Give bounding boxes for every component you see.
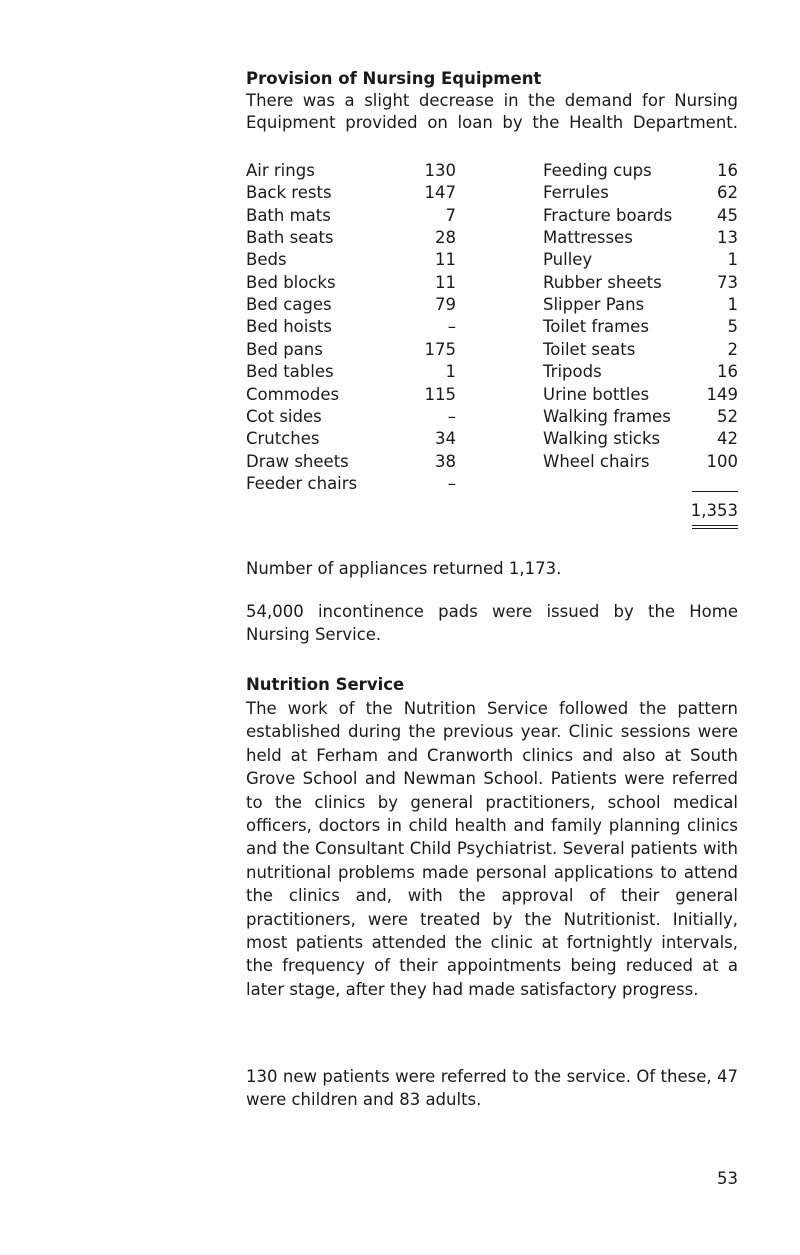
item-count: 147 bbox=[424, 183, 456, 203]
item-count: – bbox=[447, 406, 456, 426]
table-row bbox=[0, 272, 800, 294]
item-name: Ferrules bbox=[543, 183, 609, 203]
item-name: Toilet seats bbox=[543, 339, 636, 359]
item-count: – bbox=[447, 317, 456, 337]
item-count: 2 bbox=[727, 339, 738, 359]
table-row bbox=[0, 451, 800, 473]
item-name: Fracture boards bbox=[543, 205, 673, 225]
appliances-returned: Number of appliances returned 1,173. bbox=[246, 559, 562, 578]
item-count: 45 bbox=[717, 205, 738, 225]
item-count: 11 bbox=[435, 272, 456, 292]
page-number: 53 bbox=[717, 1169, 738, 1188]
item-name: Bed blocks bbox=[246, 272, 336, 292]
table-row bbox=[0, 182, 800, 204]
item-name: Toilet frames bbox=[543, 317, 649, 337]
item-count: 5 bbox=[727, 317, 738, 337]
table-row bbox=[0, 294, 800, 316]
nutrition-paragraph: The work of the Nutrition Service followed the pattern established during the previous year. Clinic sessions were held at Ferham and Cranworth clinics and also at South Grove School and Newman School. Patients were referred to the clinics by general practitioners, school medical officers, doctors in child health and family planning clinics and the Consultant Child Psychiatrist. Several patients with nutritional problems made personal applications to attend the clinics and, with the approval of their general practitioners, were treated by the Nutritionist. Initially, most patients attended the clinic at fortnightly intervals, the frequency of their appointments being reduced at a later stage, after they had made satisfactory progress. bbox=[246, 699, 738, 999]
total-rule bbox=[692, 491, 738, 492]
item-name: Wheel chairs bbox=[543, 451, 650, 471]
item-count: 62 bbox=[717, 183, 738, 203]
item-count: 16 bbox=[717, 362, 738, 382]
item-name: Back rests bbox=[246, 183, 332, 203]
item-count: 100 bbox=[706, 451, 738, 471]
item-name: Tripods bbox=[543, 362, 602, 382]
item-name: Commodes bbox=[246, 384, 340, 404]
item-count: 34 bbox=[435, 429, 456, 449]
item-count: 130 bbox=[424, 161, 456, 180]
item-name: Urine bottles bbox=[543, 384, 650, 404]
item-name: Pulley bbox=[543, 250, 593, 270]
equipment-heading: Provision of Nursing Equipment bbox=[246, 69, 542, 88]
item-name: Draw sheets bbox=[246, 451, 349, 471]
equipment-intro-line-1: There was a slight decrease in the demand for Nursing bbox=[246, 91, 738, 110]
item-name: Air rings bbox=[246, 161, 315, 180]
table-row bbox=[0, 249, 800, 271]
item-name: Bed hoists bbox=[246, 317, 332, 337]
incontinence-pads-paragraph: 54,000 incontinence pads were issued by the Home Nursing Service. bbox=[246, 602, 738, 645]
equipment-total: 1,353 bbox=[690, 501, 738, 520]
item-name: Bath seats bbox=[246, 228, 334, 248]
table-row bbox=[0, 205, 800, 227]
item-name: Feeding cups bbox=[543, 161, 652, 180]
item-count: 79 bbox=[435, 295, 456, 315]
item-name: Rubber sheets bbox=[543, 272, 662, 292]
item-name: Walking frames bbox=[543, 406, 671, 426]
item-count: 52 bbox=[717, 406, 738, 426]
item-count: 16 bbox=[717, 161, 738, 180]
equipment-intro-line-2: Equipment provided on loan by the Health Department. bbox=[246, 113, 738, 132]
item-count: 42 bbox=[717, 429, 738, 449]
item-name: Mattresses bbox=[543, 228, 633, 248]
item-count: 115 bbox=[424, 384, 456, 404]
item-count: 1 bbox=[727, 250, 738, 270]
item-name: Bed tables bbox=[246, 362, 334, 382]
item-count: 28 bbox=[435, 228, 456, 248]
equipment-intro bbox=[246, 90, 738, 134]
item-name: Feeder chairs bbox=[246, 473, 358, 493]
item-count: 7 bbox=[445, 205, 456, 225]
table-row bbox=[0, 406, 800, 428]
item-name: Walking sticks bbox=[543, 429, 661, 449]
new-patients-paragraph: 130 new patients were referred to the service. Of these, 47 were children and 83 adults. bbox=[246, 1067, 738, 1110]
item-count: – bbox=[447, 473, 456, 493]
table-row bbox=[0, 160, 800, 182]
item-count: 38 bbox=[435, 451, 456, 471]
item-count: 11 bbox=[435, 250, 456, 270]
item-name: Bed cages bbox=[246, 295, 332, 315]
item-count: 73 bbox=[717, 272, 738, 292]
total-double-rule bbox=[692, 525, 738, 529]
table-row bbox=[0, 361, 800, 383]
item-count: 1 bbox=[445, 362, 456, 382]
item-count: 149 bbox=[706, 384, 738, 404]
item-name: Bed pans bbox=[246, 339, 323, 359]
item-count: 175 bbox=[424, 339, 456, 359]
table-row bbox=[0, 384, 800, 406]
item-name: Bath mats bbox=[246, 205, 331, 225]
item-count: 13 bbox=[717, 228, 738, 248]
item-count: 1 bbox=[727, 295, 738, 315]
item-name: Cot sides bbox=[246, 406, 322, 426]
table-row bbox=[0, 316, 800, 338]
table-row bbox=[0, 227, 800, 249]
item-name: Beds bbox=[246, 250, 287, 270]
table-row bbox=[0, 428, 800, 450]
nutrition-heading: Nutrition Service bbox=[246, 675, 405, 694]
item-name: Slipper Pans bbox=[543, 295, 645, 315]
table-row bbox=[0, 473, 800, 495]
item-name: Crutches bbox=[246, 429, 320, 449]
table-row bbox=[0, 339, 800, 361]
